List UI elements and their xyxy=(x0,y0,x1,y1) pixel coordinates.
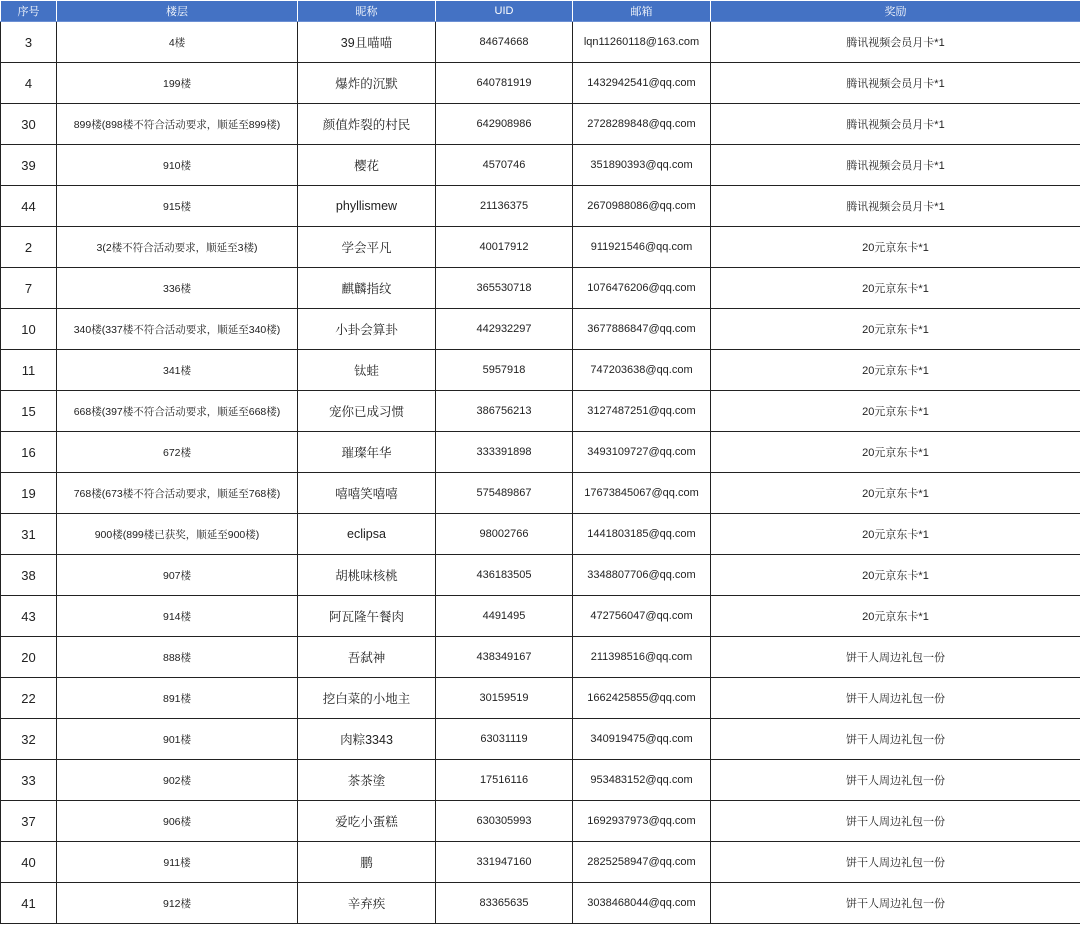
table-row xyxy=(1,760,1080,801)
cell-reward: 饼干人周边礼包一份 xyxy=(711,842,1080,883)
cell-floor: 900楼(899楼已获奖，顺延至900楼) xyxy=(57,514,298,555)
cell-uid: 98002766 xyxy=(436,514,573,555)
cell-floor: 899楼(898楼不符合活动要求，顺延至899楼) xyxy=(57,104,298,145)
cell-uid: 333391898 xyxy=(436,432,573,473)
cell-index: 15 xyxy=(1,391,57,432)
cell-uid: 365530718 xyxy=(436,268,573,309)
cell-uid: 642908986 xyxy=(436,104,573,145)
cell-email: 2728289848@qq.com xyxy=(573,104,711,145)
header-uid: UID xyxy=(436,1,573,22)
cell-email: 747203638@qq.com xyxy=(573,350,711,391)
cell-reward: 饼干人周边礼包一份 xyxy=(711,719,1080,760)
cell-floor: 672楼 xyxy=(57,432,298,473)
cell-reward: 20元京东卡*1 xyxy=(711,514,1080,555)
table-row xyxy=(1,801,1080,842)
cell-email: 1692937973@qq.com xyxy=(573,801,711,842)
cell-nickname: 小卦会算卦 xyxy=(298,309,436,350)
header-index: 序号 xyxy=(1,1,57,22)
cell-email: 1441803185@qq.com xyxy=(573,514,711,555)
cell-floor: 199楼 xyxy=(57,63,298,104)
cell-reward: 饼干人周边礼包一份 xyxy=(711,637,1080,678)
cell-uid: 442932297 xyxy=(436,309,573,350)
cell-reward: 20元京东卡*1 xyxy=(711,227,1080,268)
cell-uid: 436183505 xyxy=(436,555,573,596)
cell-index: 43 xyxy=(1,596,57,637)
cell-nickname: 钛蛙 xyxy=(298,350,436,391)
cell-reward: 腾讯视频会员月卡*1 xyxy=(711,63,1080,104)
cell-nickname: 嘻嘻笑嘻嘻 xyxy=(298,473,436,514)
table-row xyxy=(1,391,1080,432)
cell-index: 37 xyxy=(1,801,57,842)
cell-uid: 4491495 xyxy=(436,596,573,637)
cell-floor: 910楼 xyxy=(57,145,298,186)
cell-nickname: 爆炸的沉默 xyxy=(298,63,436,104)
table-row xyxy=(1,432,1080,473)
cell-uid: 63031119 xyxy=(436,719,573,760)
cell-floor: 901楼 xyxy=(57,719,298,760)
cell-uid: 331947160 xyxy=(436,842,573,883)
cell-reward: 20元京东卡*1 xyxy=(711,268,1080,309)
cell-nickname: 吾弑神 xyxy=(298,637,436,678)
cell-email: 3677886847@qq.com xyxy=(573,309,711,350)
cell-index: 3 xyxy=(1,22,57,63)
cell-reward: 饼干人周边礼包一份 xyxy=(711,883,1080,924)
cell-floor: 891楼 xyxy=(57,678,298,719)
table-row xyxy=(1,555,1080,596)
cell-email: 911921546@qq.com xyxy=(573,227,711,268)
cell-nickname: 樱花 xyxy=(298,145,436,186)
cell-floor: 906楼 xyxy=(57,801,298,842)
cell-uid: 84674668 xyxy=(436,22,573,63)
table-row xyxy=(1,596,1080,637)
cell-reward: 腾讯视频会员月卡*1 xyxy=(711,104,1080,145)
table-row xyxy=(1,883,1080,924)
cell-uid: 386756213 xyxy=(436,391,573,432)
table-row xyxy=(1,227,1080,268)
cell-nickname: 学会平凡 xyxy=(298,227,436,268)
cell-reward: 饼干人周边礼包一份 xyxy=(711,760,1080,801)
table-body xyxy=(1,22,1080,924)
cell-uid: 4570746 xyxy=(436,145,573,186)
table-row xyxy=(1,350,1080,391)
cell-email: 1432942541@qq.com xyxy=(573,63,711,104)
cell-nickname: 璀璨年华 xyxy=(298,432,436,473)
table-row xyxy=(1,63,1080,104)
header-email: 邮箱 xyxy=(573,1,711,22)
cell-index: 33 xyxy=(1,760,57,801)
cell-nickname: 胡桃味核桃 xyxy=(298,555,436,596)
cell-email: 3493109727@qq.com xyxy=(573,432,711,473)
cell-nickname: 麒麟指纹 xyxy=(298,268,436,309)
cell-index: 4 xyxy=(1,63,57,104)
cell-reward: 20元京东卡*1 xyxy=(711,350,1080,391)
cell-uid: 5957918 xyxy=(436,350,573,391)
cell-nickname: 辛弃疾 xyxy=(298,883,436,924)
cell-nickname: 宠你已成习惯 xyxy=(298,391,436,432)
cell-email: lqn11260118@163.com xyxy=(573,22,711,63)
cell-floor: 341楼 xyxy=(57,350,298,391)
cell-index: 16 xyxy=(1,432,57,473)
header-row xyxy=(1,1,1080,22)
table-header xyxy=(1,1,1080,22)
cell-reward: 20元京东卡*1 xyxy=(711,473,1080,514)
table-row xyxy=(1,186,1080,227)
cell-index: 22 xyxy=(1,678,57,719)
table-row xyxy=(1,104,1080,145)
cell-nickname: 阿瓦隆午餐肉 xyxy=(298,596,436,637)
cell-floor: 888楼 xyxy=(57,637,298,678)
cell-nickname: 挖白菜的小地主 xyxy=(298,678,436,719)
table-row xyxy=(1,473,1080,514)
table-row xyxy=(1,842,1080,883)
cell-reward: 20元京东卡*1 xyxy=(711,309,1080,350)
cell-reward: 20元京东卡*1 xyxy=(711,596,1080,637)
cell-floor: 340楼(337楼不符合活动要求，顺延至340楼) xyxy=(57,309,298,350)
cell-index: 31 xyxy=(1,514,57,555)
cell-uid: 21136375 xyxy=(436,186,573,227)
cell-email: 1076476206@qq.com xyxy=(573,268,711,309)
table-row xyxy=(1,145,1080,186)
cell-reward: 20元京东卡*1 xyxy=(711,432,1080,473)
cell-index: 38 xyxy=(1,555,57,596)
header-nickname: 昵称 xyxy=(298,1,436,22)
cell-floor: 915楼 xyxy=(57,186,298,227)
cell-index: 39 xyxy=(1,145,57,186)
cell-nickname: 茶茶塗 xyxy=(298,760,436,801)
cell-index: 32 xyxy=(1,719,57,760)
table-row xyxy=(1,514,1080,555)
cell-floor: 3(2楼不符合活动要求，顺延至3楼) xyxy=(57,227,298,268)
cell-reward: 腾讯视频会员月卡*1 xyxy=(711,22,1080,63)
cell-index: 44 xyxy=(1,186,57,227)
cell-reward: 20元京东卡*1 xyxy=(711,391,1080,432)
cell-index: 20 xyxy=(1,637,57,678)
cell-email: 953483152@qq.com xyxy=(573,760,711,801)
cell-index: 40 xyxy=(1,842,57,883)
cell-email: 351890393@qq.com xyxy=(573,145,711,186)
cell-email: 17673845067@qq.com xyxy=(573,473,711,514)
table-row xyxy=(1,637,1080,678)
cell-email: 3348807706@qq.com xyxy=(573,555,711,596)
cell-reward: 饼干人周边礼包一份 xyxy=(711,678,1080,719)
header-floor: 楼层 xyxy=(57,1,298,22)
cell-uid: 40017912 xyxy=(436,227,573,268)
cell-nickname: 鹏 xyxy=(298,842,436,883)
cell-reward: 20元京东卡*1 xyxy=(711,555,1080,596)
cell-index: 10 xyxy=(1,309,57,350)
cell-email: 2825258947@qq.com xyxy=(573,842,711,883)
cell-floor: 907楼 xyxy=(57,555,298,596)
cell-email: 2670988086@qq.com xyxy=(573,186,711,227)
cell-reward: 腾讯视频会员月卡*1 xyxy=(711,186,1080,227)
cell-floor: 911楼 xyxy=(57,842,298,883)
cell-nickname: eclipsa xyxy=(298,514,436,555)
table-row xyxy=(1,22,1080,63)
cell-uid: 575489867 xyxy=(436,473,573,514)
cell-nickname: 颜值炸裂的村民 xyxy=(298,104,436,145)
cell-email: 211398516@qq.com xyxy=(573,637,711,678)
table-row xyxy=(1,268,1080,309)
table-row xyxy=(1,309,1080,350)
header-reward: 奖励 xyxy=(711,1,1080,22)
cell-email: 3038468044@qq.com xyxy=(573,883,711,924)
cell-uid: 438349167 xyxy=(436,637,573,678)
cell-uid: 640781919 xyxy=(436,63,573,104)
cell-reward: 饼干人周边礼包一份 xyxy=(711,801,1080,842)
cell-index: 2 xyxy=(1,227,57,268)
cell-floor: 668楼(397楼不符合活动要求，顺延至668楼) xyxy=(57,391,298,432)
cell-email: 1662425855@qq.com xyxy=(573,678,711,719)
cell-nickname: phyllismew xyxy=(298,186,436,227)
cell-index: 19 xyxy=(1,473,57,514)
cell-index: 30 xyxy=(1,104,57,145)
cell-floor: 914楼 xyxy=(57,596,298,637)
cell-email: 472756047@qq.com xyxy=(573,596,711,637)
cell-floor: 902楼 xyxy=(57,760,298,801)
cell-uid: 83365635 xyxy=(436,883,573,924)
cell-uid: 30159519 xyxy=(436,678,573,719)
cell-nickname: 肉粽3343 xyxy=(298,719,436,760)
cell-index: 11 xyxy=(1,350,57,391)
table-row xyxy=(1,719,1080,760)
cell-floor: 4楼 xyxy=(57,22,298,63)
cell-uid: 17516116 xyxy=(436,760,573,801)
cell-email: 3127487251@qq.com xyxy=(573,391,711,432)
cell-reward: 腾讯视频会员月卡*1 xyxy=(711,145,1080,186)
cell-email: 340919475@qq.com xyxy=(573,719,711,760)
cell-uid: 630305993 xyxy=(436,801,573,842)
cell-index: 41 xyxy=(1,883,57,924)
cell-floor: 912楼 xyxy=(57,883,298,924)
cell-nickname: 爱吃小蛋糕 xyxy=(298,801,436,842)
cell-index: 7 xyxy=(1,268,57,309)
table-row xyxy=(1,678,1080,719)
cell-nickname: 39且喵喵 xyxy=(298,22,436,63)
cell-floor: 768楼(673楼不符合活动要求，顺延至768楼) xyxy=(57,473,298,514)
cell-floor: 336楼 xyxy=(57,268,298,309)
